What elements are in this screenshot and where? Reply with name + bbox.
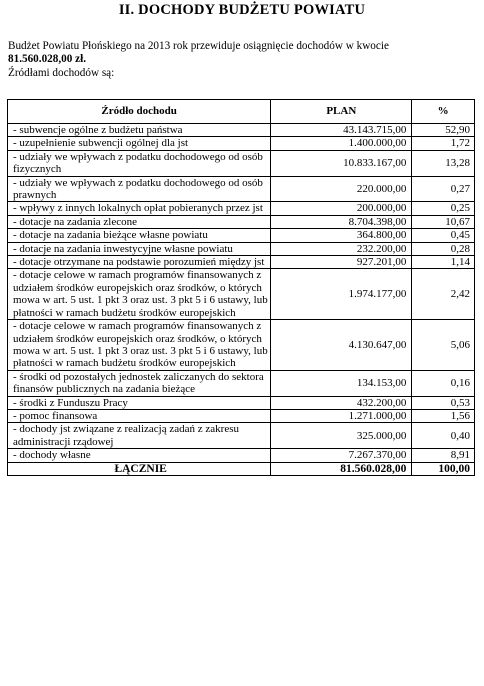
- row-plan: 325.000,00: [271, 423, 412, 449]
- total-row: [8, 462, 475, 475]
- intro-paragraph: [8, 40, 478, 80]
- row-plan: 1.271.000,00: [271, 409, 412, 422]
- row-plan: 10.833.167,00: [271, 150, 412, 176]
- table-row: [8, 370, 475, 396]
- table-header-row: [8, 100, 475, 124]
- row-percent: 0,40: [412, 423, 475, 449]
- total-plan: 81.560.028,00: [271, 462, 412, 475]
- table-row: [8, 269, 475, 320]
- row-source: - dochody własne: [8, 449, 271, 462]
- row-plan: 1.400.000,00: [271, 137, 412, 150]
- intro-text: Budżet Powiatu Płońskiego na 2013 rok przewiduje osiągnięcie dochodów w kwocie: [8, 40, 389, 52]
- row-source: - dotacje na zadania bieżące własne powiatu: [8, 229, 271, 242]
- row-source: - dochody jst związane z realizacją zadań z zakresu administracji rządowej: [8, 423, 271, 449]
- table-row: [8, 124, 475, 137]
- row-source: - pomoc finansowa: [8, 409, 271, 422]
- table-row: [8, 202, 475, 215]
- row-source: - wpływy z innych lokalnych opłat pobieranych przez jst: [8, 202, 271, 215]
- table-row: [8, 150, 475, 176]
- row-source: - dotacje celowe w ramach programów finansowanych z udziałem środków europejskich oraz środków, o których mowa w art. 5 ust. 1 pkt 3 oraz ust. 3 pkt 5 i 6 ustawy, lub płatności w ramach budżetu środków europejskich: [8, 269, 271, 320]
- row-plan: 364.800,00: [271, 229, 412, 242]
- row-source: - dotacje na zadania inwestycyjne własne powiatu: [8, 242, 271, 255]
- table-row: [8, 409, 475, 422]
- row-plan: 134.153,00: [271, 370, 412, 396]
- row-plan: 7.267.370,00: [271, 449, 412, 462]
- row-percent: 13,28: [412, 150, 475, 176]
- header-source: Źródło dochodu: [8, 100, 271, 124]
- row-percent: 0,25: [412, 202, 475, 215]
- row-plan: 432.200,00: [271, 396, 412, 409]
- table-row: [8, 423, 475, 449]
- row-plan: 1.974.177,00: [271, 269, 412, 320]
- row-percent: 8,91: [412, 449, 475, 462]
- total-percent: 100,00: [412, 462, 475, 475]
- row-percent: 1,56: [412, 409, 475, 422]
- total-label: ŁĄCZNIE: [8, 462, 271, 475]
- row-plan: 8.704.398,00: [271, 215, 412, 228]
- row-percent: 10,67: [412, 215, 475, 228]
- row-plan: 220.000,00: [271, 176, 412, 202]
- row-source: - środki od pozostałych jednostek zaliczanych do sektora finansów publicznych na zadania bieżące: [8, 370, 271, 396]
- header-percent: %: [412, 100, 475, 124]
- row-percent: 5,06: [412, 320, 475, 371]
- row-percent: 0,28: [412, 242, 475, 255]
- row-plan: 927.201,00: [271, 256, 412, 269]
- row-source: - uzupełnienie subwencji ogólnej dla jst: [8, 137, 271, 150]
- row-percent: 0,27: [412, 176, 475, 202]
- table-row: [8, 176, 475, 202]
- row-percent: 0,45: [412, 229, 475, 242]
- total-amount: 81.560.028,00 zł.: [8, 53, 86, 66]
- row-source: - udziały we wpływach z podatku dochodowego od osób fizycznych: [8, 150, 271, 176]
- row-plan: 43.143.715,00: [271, 124, 412, 137]
- table-row: [8, 229, 475, 242]
- table-row: [8, 320, 475, 371]
- table-row: [8, 215, 475, 228]
- table-row: [8, 137, 475, 150]
- row-percent: 1,72: [412, 137, 475, 150]
- row-plan: 232.200,00: [271, 242, 412, 255]
- row-percent: 1,14: [412, 256, 475, 269]
- row-percent: 0,53: [412, 396, 475, 409]
- row-source: - dotacje celowe w ramach programów finansowanych z udziałem środków europejskich oraz środków, o których mowa w art. 5 ust. 1 pkt 3 oraz ust. 3 pkt 5 i 6 ustawy, lub płatności w ramach budżetu środków europejskich: [8, 320, 271, 371]
- income-table: [7, 99, 475, 476]
- row-percent: 52,90: [412, 124, 475, 137]
- table-row: [8, 256, 475, 269]
- row-source: - dotacje na zadania zlecone: [8, 215, 271, 228]
- row-percent: 0,16: [412, 370, 475, 396]
- table-row: [8, 242, 475, 255]
- row-source: - udziały we wpływach z podatku dochodowego od osób prawnych: [8, 176, 271, 202]
- row-source: - subwencje ogólne z budżetu państwa: [8, 124, 271, 137]
- row-plan: 200.000,00: [271, 202, 412, 215]
- section-title: II. DOCHODY BUDŻETU POWIATU: [118, 2, 366, 18]
- row-percent: 2,42: [412, 269, 475, 320]
- row-source: - środki z Funduszu Pracy: [8, 396, 271, 409]
- header-plan: PLAN: [271, 100, 412, 124]
- sources-lead: Źródłami dochodów są:: [8, 66, 115, 79]
- row-source: - dotacje otrzymane na podstawie porozumień między jst: [8, 256, 271, 269]
- table-row: [8, 449, 475, 462]
- row-plan: 4.130.647,00: [271, 320, 412, 371]
- table-row: [8, 396, 475, 409]
